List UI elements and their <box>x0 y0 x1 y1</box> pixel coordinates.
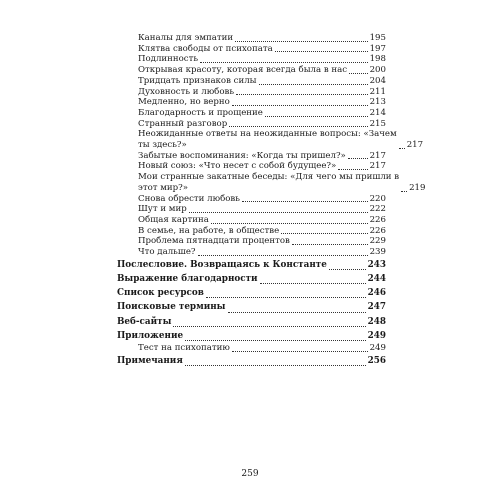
toc-entry[interactable] <box>117 161 386 172</box>
toc-entry-title: Новый союз: «Что несет с собой будущее?» <box>138 161 337 172</box>
toc-entry-title: Шут и мир <box>138 204 187 215</box>
toc-entry-title: Проблема пятнадцати процентов <box>138 236 290 247</box>
toc-entry-title: Забытые воспоминания: «Когда ты пришел?» <box>138 150 346 161</box>
toc-section[interactable] <box>117 286 386 300</box>
toc-section-page: 246 <box>367 288 386 299</box>
toc-entry-page: 220 <box>369 193 386 204</box>
dot-leader <box>235 40 367 42</box>
dot-leader <box>229 125 367 127</box>
toc-entry-page: 219 <box>409 182 426 193</box>
toc-entry[interactable] <box>117 87 386 98</box>
toc-entry[interactable] <box>117 236 386 247</box>
toc-entry-page: 200 <box>369 65 386 76</box>
toc-entry-title-line2: этот мир?» <box>138 182 189 193</box>
toc-entry-page: 211 <box>369 86 386 97</box>
toc-section[interactable] <box>117 354 386 368</box>
toc-section[interactable] <box>117 300 386 314</box>
toc-entry-page: 197 <box>369 43 386 54</box>
toc-entry[interactable] <box>117 343 386 354</box>
toc-entry[interactable] <box>117 204 386 215</box>
toc-section[interactable] <box>117 258 386 272</box>
toc-entry-title: Благодарность и прощение <box>138 107 263 118</box>
dot-leader <box>200 61 368 63</box>
toc-entry[interactable] <box>117 129 424 151</box>
toc-entry-page: 239 <box>369 247 386 258</box>
toc-section-page: 256 <box>367 355 386 366</box>
toc-entry[interactable] <box>117 97 386 108</box>
dot-leader <box>228 311 366 313</box>
toc-entry-title <box>138 129 397 150</box>
toc-entry-title <box>138 172 399 193</box>
dot-leader <box>232 350 368 352</box>
toc-entry[interactable] <box>117 65 386 76</box>
dot-leader <box>206 296 366 298</box>
toc-entry[interactable] <box>117 215 386 226</box>
dot-leader <box>292 243 368 245</box>
dot-leader <box>185 339 366 341</box>
dot-leader <box>236 93 368 95</box>
toc-section-title: Приложение <box>117 330 184 341</box>
toc-entry[interactable] <box>117 108 386 119</box>
toc-entry-title: Медленно, но верно <box>138 97 230 108</box>
toc-section[interactable] <box>117 272 386 286</box>
dot-leader <box>348 157 368 159</box>
dot-leader <box>329 268 366 270</box>
toc-section-title: Послесловие. Возвращаясь к Константе <box>117 259 327 270</box>
toc-section-title: Список ресурсов <box>117 288 204 299</box>
toc-entry-page: 229 <box>369 236 386 247</box>
toc-entry[interactable] <box>117 247 386 258</box>
toc-entry-title: Каналы для эмпатии <box>138 33 234 43</box>
toc-entry[interactable] <box>117 119 386 130</box>
toc-entry-title: Открывая красоту, которая всегда была в нас <box>138 65 348 76</box>
dot-leader <box>189 211 368 213</box>
toc-entry-page: 226 <box>369 214 386 225</box>
toc-entry-page: 217 <box>369 161 386 172</box>
dot-leader <box>185 364 366 366</box>
dot-leader <box>265 115 368 117</box>
toc-entry[interactable] <box>117 194 386 205</box>
toc-entry-title: Тридцать признаков силы <box>138 75 257 86</box>
toc-entry-title: Что дальше? <box>138 247 196 258</box>
page-number: 259 <box>241 469 259 479</box>
toc-section[interactable] <box>117 329 386 343</box>
toc-entry[interactable] <box>117 76 386 87</box>
toc-section-page: 243 <box>367 259 386 270</box>
toc-entry-page: 213 <box>369 97 386 108</box>
toc-section-title: Выражение благодарности <box>117 273 258 284</box>
toc-entry-title: Духовность и любовь <box>138 86 235 97</box>
dot-leader <box>173 325 365 327</box>
dot-leader <box>401 190 407 192</box>
dot-leader <box>338 168 367 170</box>
toc-entry-page: 249 <box>369 342 386 353</box>
toc-section-page: 249 <box>367 330 386 341</box>
toc-entry-page: 195 <box>369 33 386 43</box>
dot-leader <box>198 254 368 256</box>
toc-section-title: Примечания <box>117 355 183 366</box>
toc-entry[interactable] <box>117 226 386 237</box>
toc-entry-title-line1: Мои странные закатные беседы: «Для чего мы пришли в <box>138 172 400 183</box>
toc-entry-page: 217 <box>406 140 424 151</box>
toc-entry-title-line2: ты здесь?» <box>138 140 187 151</box>
toc-entry-title: Клятва свободы от психопата <box>138 43 273 54</box>
dot-leader <box>349 72 368 74</box>
toc-section-page: 248 <box>367 316 386 327</box>
toc-entry[interactable] <box>117 33 386 44</box>
toc-entry-page: 198 <box>369 54 386 65</box>
dot-leader <box>399 147 405 149</box>
toc-entry-page: 214 <box>369 107 386 118</box>
toc-entry[interactable] <box>117 44 386 55</box>
toc-section-title: Веб-сайты <box>117 316 172 327</box>
toc-entry-title-line1: Неожиданные ответы на неожиданные вопросы: «Зачем <box>138 129 397 140</box>
toc-section-title: Поисковые термины <box>117 302 226 313</box>
toc-entry-page: 226 <box>369 225 386 236</box>
toc-entry-page: 222 <box>369 204 386 215</box>
toc-section-page: 244 <box>367 273 386 284</box>
dot-leader <box>242 200 368 202</box>
table-of-contents <box>117 33 426 368</box>
dot-leader <box>232 104 368 106</box>
dot-leader <box>259 83 368 85</box>
toc-entry[interactable] <box>117 54 386 65</box>
dot-leader <box>275 50 368 52</box>
toc-entry-title: В семье, на работе, в обществе <box>138 225 280 236</box>
toc-entry-page: 204 <box>369 75 386 86</box>
toc-entry-page: 215 <box>369 118 386 129</box>
toc-entry-title: Странный разговор <box>138 118 228 129</box>
toc-entry-page: 217 <box>369 150 386 161</box>
toc-section-page: 247 <box>367 302 386 313</box>
toc-entry-title: Подлинность <box>138 54 199 65</box>
toc-entry[interactable] <box>117 151 386 162</box>
dot-leader <box>260 282 366 284</box>
dot-leader <box>211 222 368 224</box>
toc-entry-title: Тест на психопатию <box>138 342 230 353</box>
toc-entry-title: Общая картина <box>138 214 209 225</box>
dot-leader <box>281 232 367 234</box>
toc-entry-title: Снова обрести любовь <box>138 193 240 204</box>
toc-entry[interactable] <box>117 172 426 193</box>
toc-section[interactable] <box>117 315 386 329</box>
